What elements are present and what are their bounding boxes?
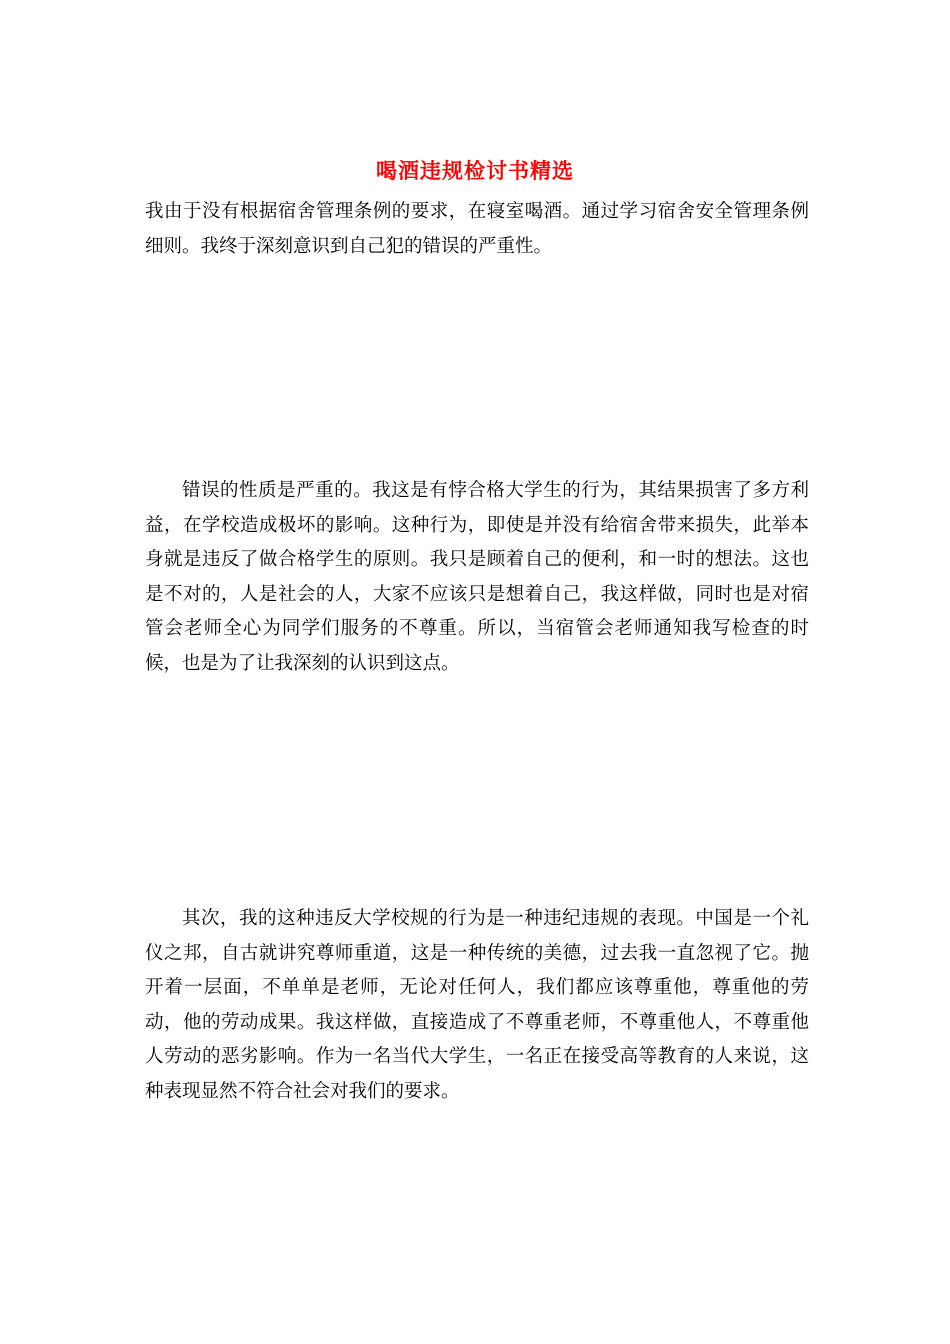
document-title: 喝酒违规检讨书精选 (376, 158, 574, 183)
paragraph-3: 其次，我的这种违反大学校规的行为是一种违纪违规的表现。中国是一个礼仪之邦，自古就讲究尊师重道，这是一种传统的美德，过去我一直忽视了它。抛开着一层面，不单单是老师，无论对任何人，我们都应该尊重他，尊重他的劳动，他的劳动成果。我这样做，直接造成了不尊重老师，不尊重他人，不尊重他人劳动的恶劣影响。作为一名当代大学生，一名正在接受高等教育的人来说，这种表现显然不符合社会对我们的要求。 (145, 908, 809, 1102)
paragraph-2: 错误的性质是严重的。我这是有悖合格大学生的行为，其结果损害了多方利益，在学校造成极坏的影响。这种行为，即使是并没有给宿舍带来损失，此举本身就是违反了做合格学生的原则。我只是顾着自己的便利，和一时的想法。这也是不对的，人是社会的人，大家不应该只是想着自己，我这样做，同时也是对宿管会老师全心为同学们服务的不尊重。所以，当宿管会老师通知我写检查的时候，也是为了让我深刻的认识到这点。 (145, 480, 809, 674)
paragraph-1: 我由于没有根据宿舍管理条例的要求，在寝室喝酒。通过学习宿舍安全管理条例细则。我终于深刻意识到自己犯的错误的严重性。 (145, 201, 809, 257)
